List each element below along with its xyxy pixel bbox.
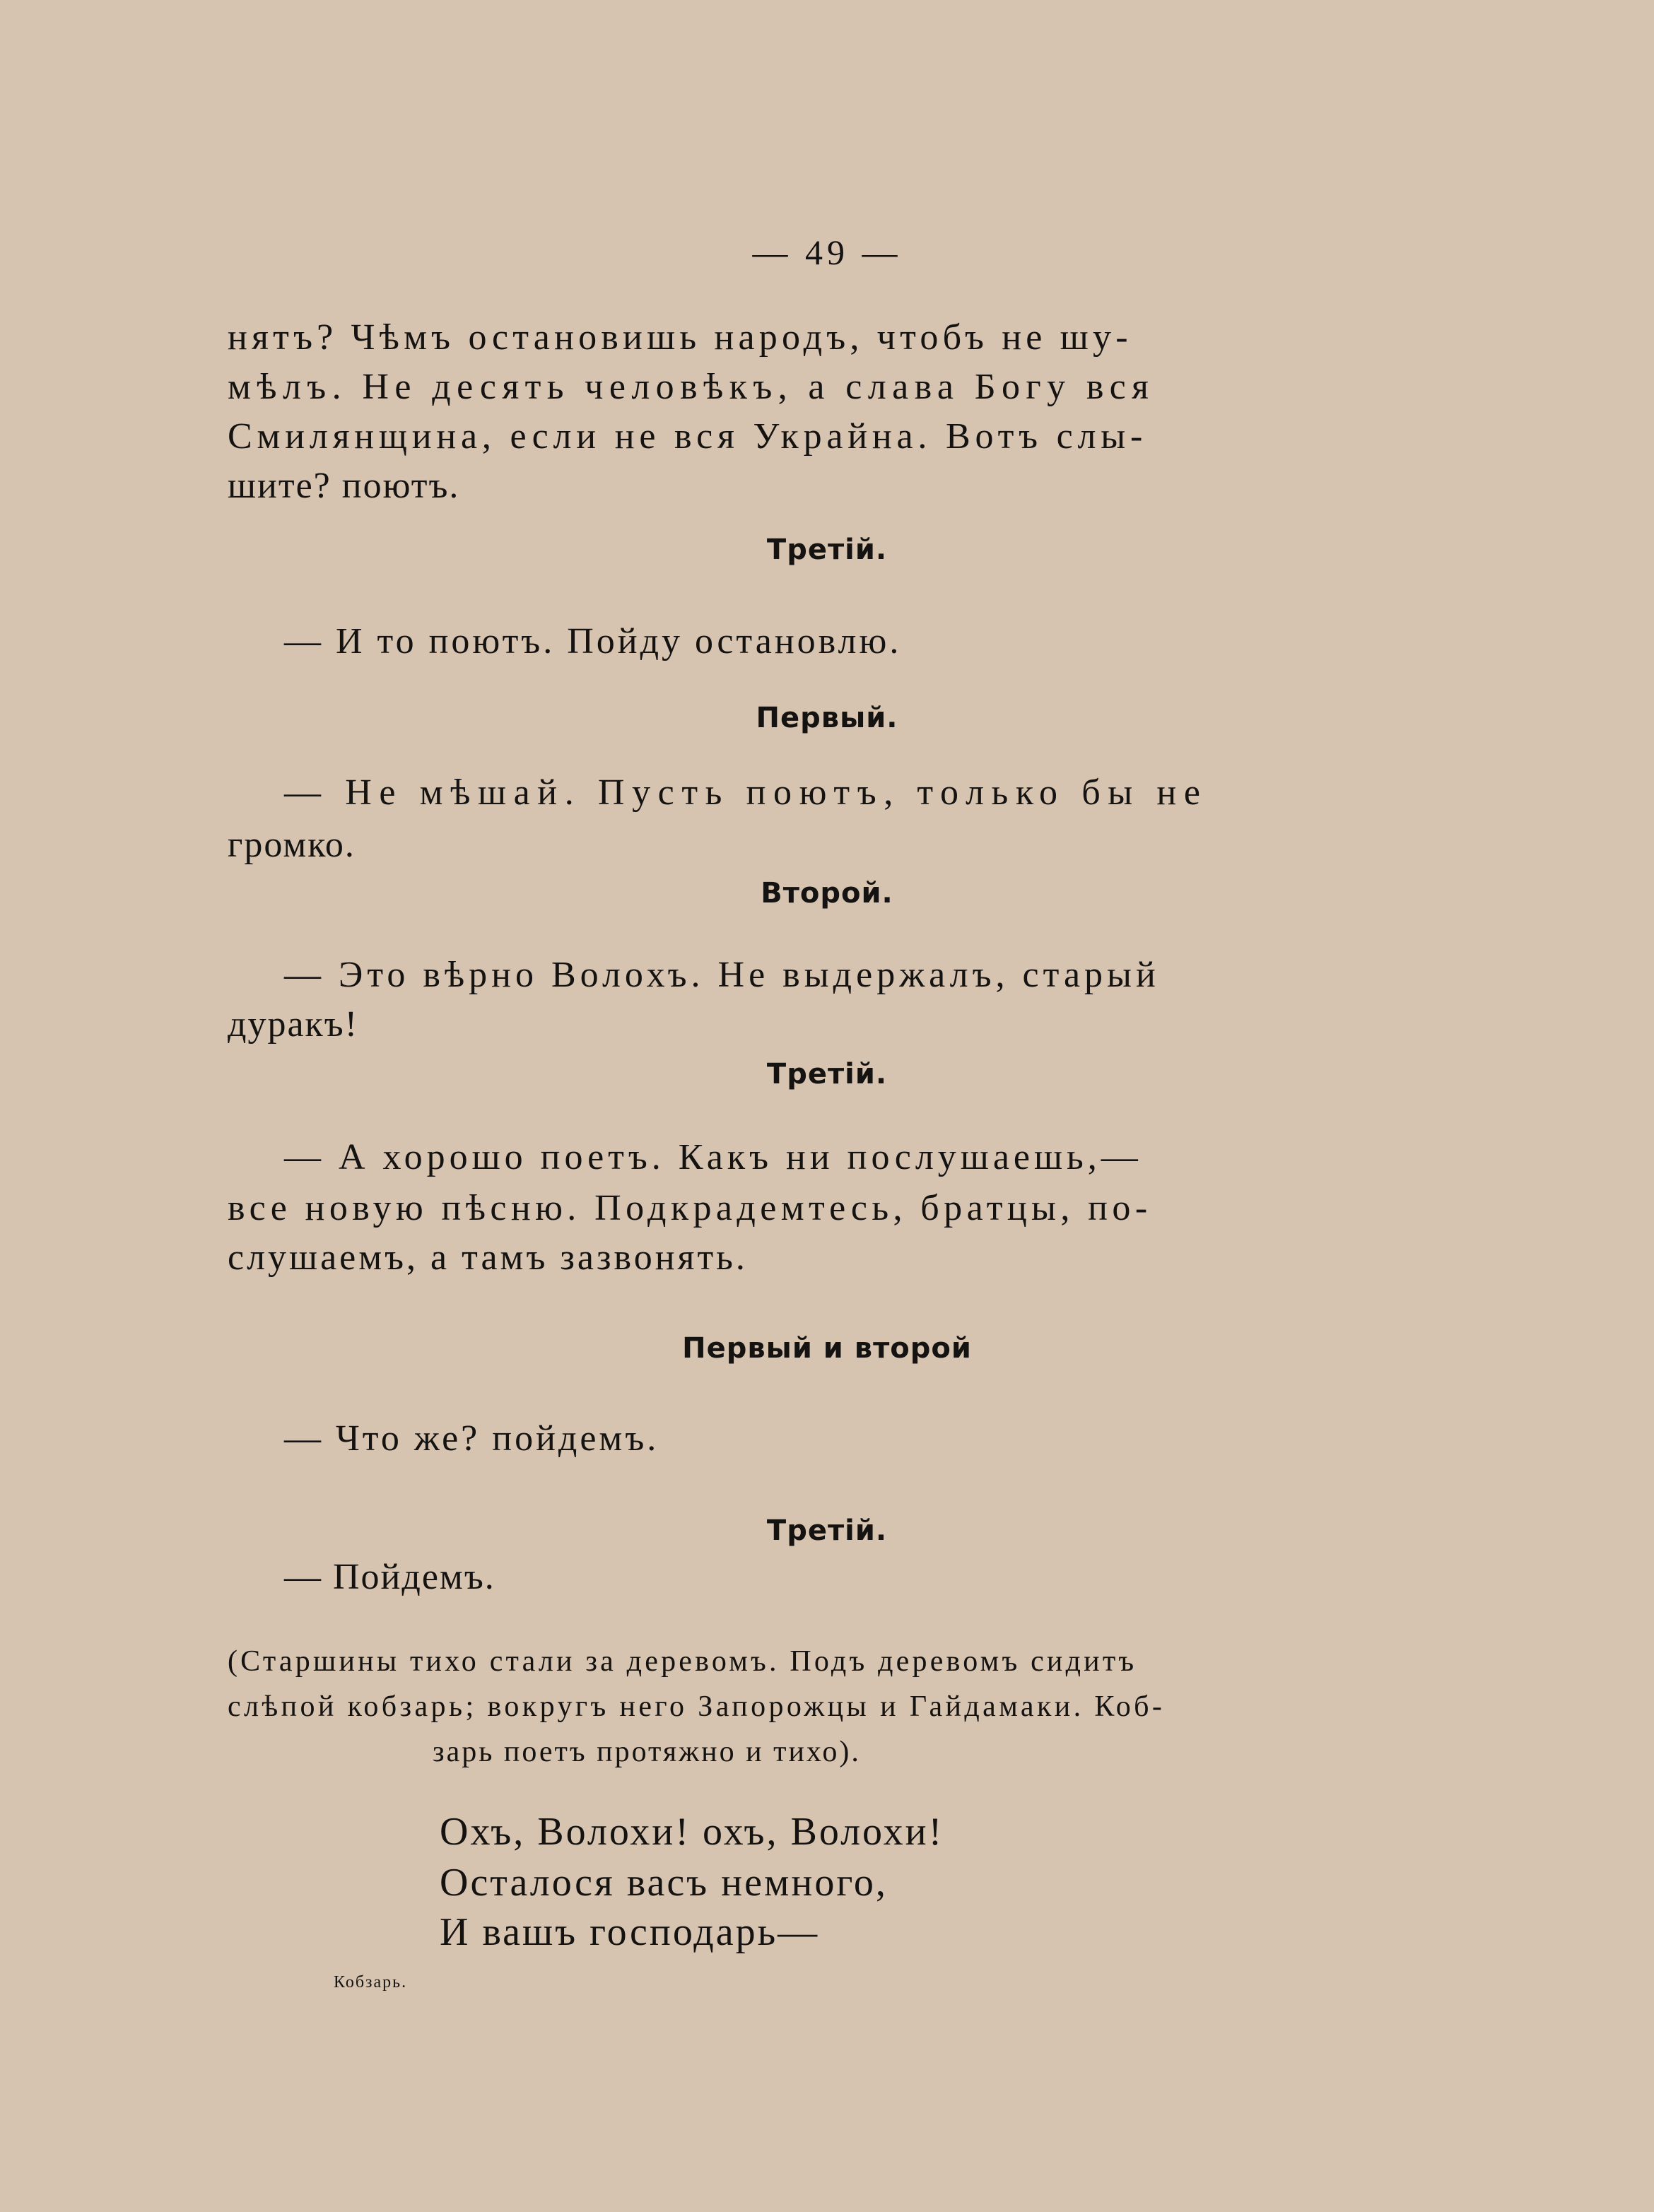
page-number: — 49 — <box>752 233 902 272</box>
speaker-heading: Первый и второй <box>682 1332 972 1365</box>
text-line: все новую пѣсню. Подкрадемтесь, братцы, по- <box>228 1188 1152 1228</box>
text-line: дуракъ! <box>228 1004 359 1045</box>
speaker-heading: Второй. <box>761 877 893 910</box>
catchword: Кобзарь. <box>334 1973 408 1992</box>
text-line: нятъ? Чѣмъ остановишь народъ, чтобъ не шу- <box>228 317 1132 358</box>
text-line: — И то поютъ. Пойду остановлю. <box>284 621 902 661</box>
text-line: мѣлъ. Не десять человѣкъ, а слава Богу вся <box>228 367 1155 407</box>
text-line: слушаемъ, а тамъ зазвонять. <box>228 1237 748 1278</box>
verse-line: Осталося васъ немного, <box>440 1861 888 1905</box>
verse-line: Охъ, Волохи! охъ, Волохи! <box>440 1810 944 1854</box>
speaker-heading: Первый. <box>756 702 898 734</box>
speaker-heading: Третій. <box>766 1514 888 1547</box>
text-line: шите? поютъ. <box>228 466 460 506</box>
stage-direction-line: (Старшины тихо стали за деревомъ. Подъ деревомъ сидитъ <box>228 1645 1137 1678</box>
stage-direction-line: зарь поетъ протяжно и тихо). <box>433 1736 861 1768</box>
speaker-heading: Третій. <box>766 534 888 566</box>
text-line: Смилянщина, если не вся Украйна. Вотъ слы- <box>228 416 1148 457</box>
text-line: — Это вѣрно Волохъ. Не выдержалъ, старый <box>284 955 1160 995</box>
text-line: — Не мѣшай. Пусть поютъ, только бы не <box>284 772 1208 813</box>
text-line: — Пойдемъ. <box>284 1557 495 1597</box>
verse-line: И вашъ господарь— <box>440 1910 820 1954</box>
text-line: — А хорошо поетъ. Какъ ни послушаешь,— <box>284 1137 1142 1177</box>
speaker-heading: Третій. <box>766 1058 888 1090</box>
text-line: громко. <box>228 825 356 865</box>
text-line: — Что же? пойдемъ. <box>284 1418 659 1459</box>
stage-direction-line: слѣпой кобзарь; вокругъ него Запорожцы и Гайдамаки. Коб- <box>228 1690 1166 1723</box>
